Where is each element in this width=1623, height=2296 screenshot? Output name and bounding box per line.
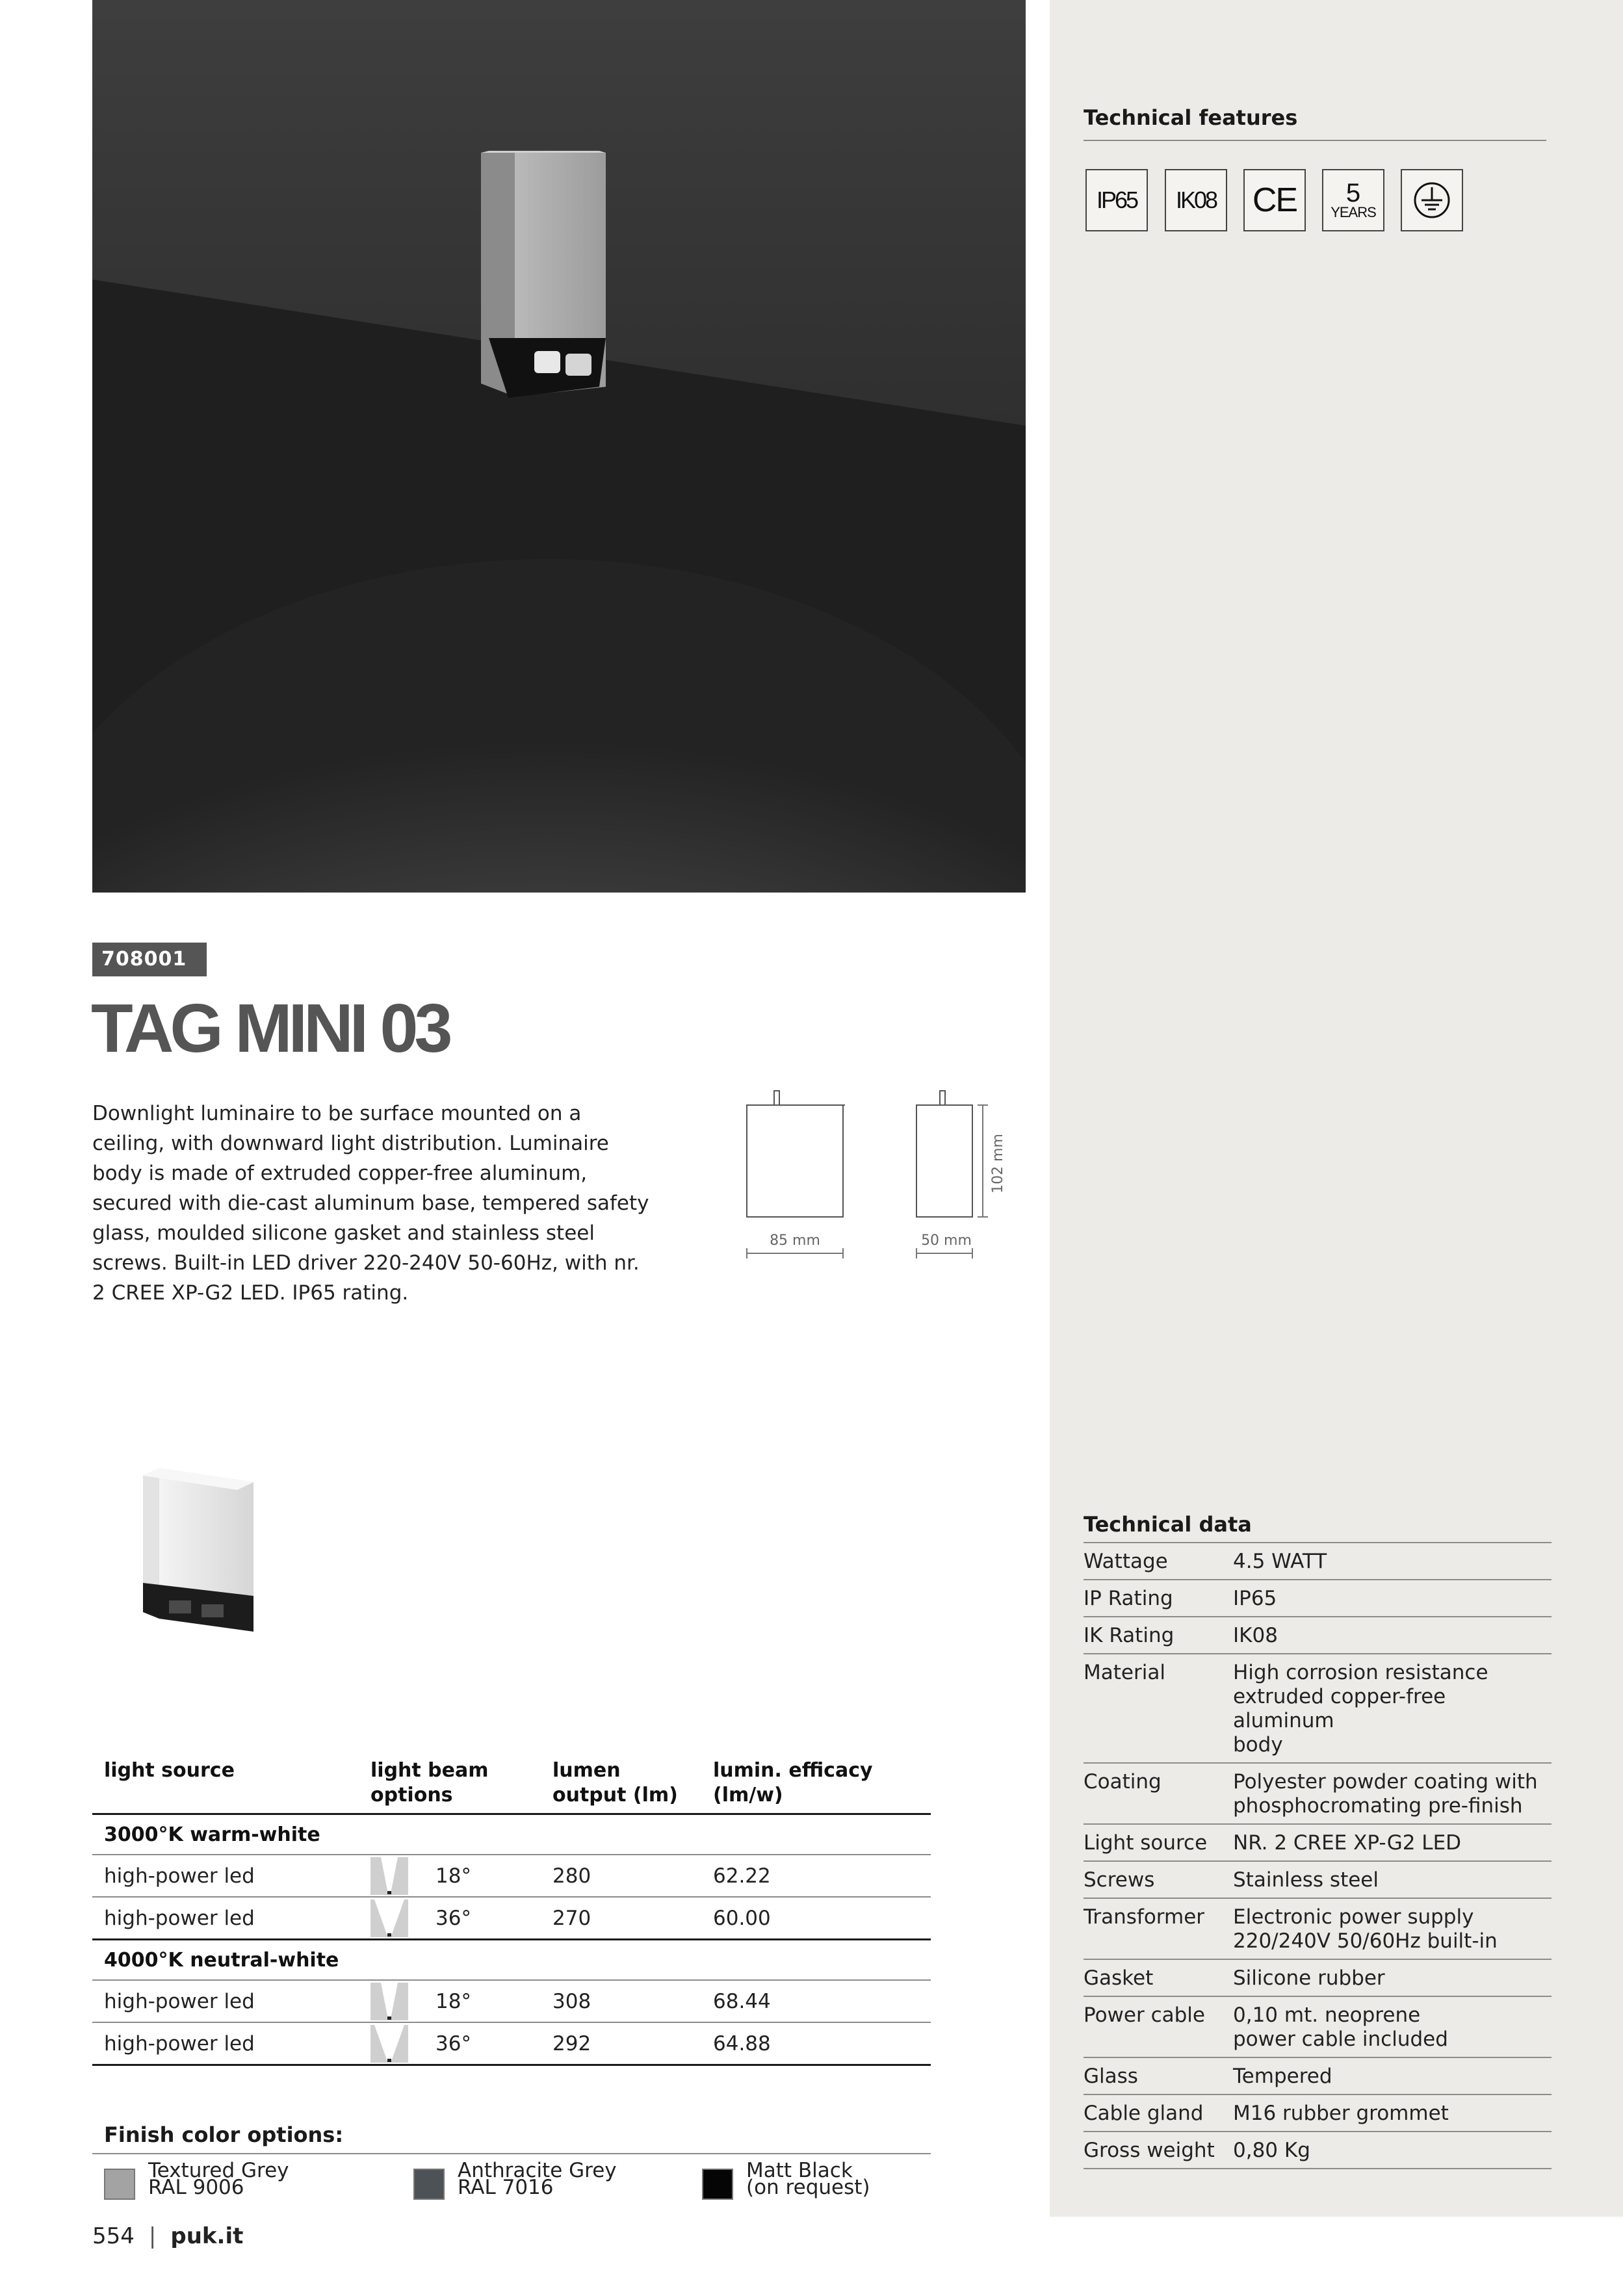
technical-data-row: [1084, 2094, 1552, 2131]
row-label: Transformer: [1084, 1905, 1205, 1929]
technical-features-title: Technical features: [1084, 105, 1298, 130]
narrow-beam-icon: [370, 1857, 408, 1895]
light-source-cell: high-power led: [104, 1989, 255, 2013]
row-label: Coating: [1084, 1770, 1162, 1794]
row-value: High corrosion resistance extruded copper-free aluminum body: [1233, 1661, 1488, 1756]
row-value: Silicone rubber: [1233, 1966, 1385, 1990]
row-value: IP65: [1233, 1587, 1277, 1610]
efficacy-cell: 60.00: [713, 1906, 771, 1930]
ik08-icon: IK08: [1165, 169, 1227, 231]
table-row: [92, 1981, 931, 2023]
row-value: M16 rubber grommet: [1233, 2102, 1449, 2125]
technical-data-row: [1084, 1996, 1552, 2057]
warranty-icon: 5 YEARS: [1322, 169, 1384, 231]
light-source-cell: high-power led: [104, 2031, 255, 2055]
luminaire-ceiling-photo: [92, 0, 1026, 893]
technical-data-row: [1084, 1579, 1552, 1616]
row-value: Tempered: [1233, 2065, 1332, 2088]
lumen-cell: 308: [552, 1989, 591, 2013]
divider: [1084, 140, 1546, 141]
efficacy-cell: 64.88: [713, 2031, 771, 2055]
finish-options-title: Finish color options:: [104, 2122, 344, 2147]
technical-data-row: [1084, 1959, 1552, 1996]
row-value: IK08: [1233, 1624, 1278, 1647]
ce-mark-icon: CE: [1243, 169, 1306, 231]
color-label: Anthracite Grey RAL 7016: [458, 2159, 617, 2199]
row-label: Gross weight: [1084, 2139, 1215, 2162]
row-label: Power cable: [1084, 2003, 1205, 2027]
ip65-icon: IP65: [1085, 169, 1148, 231]
product-title: TAG MINI 03: [91, 990, 449, 1067]
product-code-badge: 708001: [92, 943, 207, 976]
row-value: Polyester powder coating with phosphocromating pre-finish: [1233, 1770, 1538, 1818]
technical-data-row: [1084, 2131, 1552, 2169]
table-row: [92, 2023, 931, 2066]
row-label: IP Rating: [1084, 1587, 1173, 1610]
hero-photo: [92, 0, 1026, 893]
column-header: light source: [104, 1759, 235, 1782]
table-header: [92, 1752, 931, 1815]
depth-dimension-label: 50 mm: [921, 1233, 972, 1249]
technical-data-row: [1084, 1653, 1552, 1762]
height-dimension-label: 102 mm: [990, 1134, 1006, 1194]
row-label: IK Rating: [1084, 1624, 1175, 1647]
page-number: 554: [92, 2223, 135, 2249]
technical-data-table: [1084, 1542, 1552, 2169]
technical-data-row: [1084, 1762, 1552, 1823]
technical-data-row: [1084, 1898, 1552, 1959]
row-label: Cable gland: [1084, 2102, 1204, 2125]
technical-data-row: [1084, 1823, 1552, 1860]
color-label: Textured Grey RAL 9006: [148, 2159, 289, 2199]
column-header: light beam options: [370, 1759, 489, 1807]
light-source-table: [92, 1752, 931, 2066]
row-value: 0,80 Kg: [1233, 2139, 1310, 2162]
lumen-cell: 280: [552, 1864, 591, 1888]
page-footer: [92, 2223, 243, 2249]
beam-cell: 36°: [370, 1899, 552, 1937]
beam-cell: 36°: [370, 2025, 552, 2063]
row-label: Glass: [1084, 2065, 1138, 2088]
wide-beam-icon: [370, 2025, 408, 2063]
technical-data-title: Technical data: [1084, 1512, 1252, 1537]
dimension-drawing: [734, 1086, 1027, 1261]
divider: [92, 2153, 931, 2154]
light-source-cell: high-power led: [104, 1906, 255, 1930]
column-header: lumin. efficacy (lm/w): [713, 1759, 873, 1807]
beam-cell: 18°: [370, 1857, 552, 1895]
technical-data-row: [1084, 2057, 1552, 2094]
color-label: Matt Black (on request): [746, 2159, 870, 2199]
color-swatch-textured-grey: [104, 2169, 135, 2200]
group-heading: 3000°K warm-white: [92, 1815, 931, 1855]
row-value: Electronic power supply 220/240V 50/60Hz built-in: [1233, 1905, 1498, 1953]
row-label: Screws: [1084, 1868, 1155, 1892]
row-value: 4.5 WATT: [1233, 1550, 1327, 1573]
lumen-cell: 270: [552, 1906, 591, 1930]
width-dimension-label: 85 mm: [770, 1233, 820, 1249]
website-link[interactable]: puk.it: [170, 2223, 244, 2249]
efficacy-cell: 62.22: [713, 1864, 771, 1888]
wide-beam-icon: [370, 1899, 408, 1937]
row-label: Wattage: [1084, 1550, 1168, 1573]
row-label: Light source: [1084, 1831, 1208, 1855]
row-label: Material: [1084, 1661, 1165, 1684]
row-label: Gasket: [1084, 1966, 1154, 1990]
earth-ground-icon: [1401, 169, 1463, 231]
column-header: lumen output (lm): [552, 1759, 678, 1807]
row-value: 0,10 mt. neoprene power cable included: [1233, 2003, 1448, 2051]
footer-separator: |: [148, 2223, 157, 2249]
lumen-cell: 292: [552, 2031, 591, 2055]
beam-cell: 18°: [370, 1983, 552, 2020]
product-photo: [130, 1456, 273, 1651]
row-value: NR. 2 CREE XP-G2 LED: [1233, 1831, 1462, 1855]
light-source-cell: high-power led: [104, 1864, 255, 1888]
row-value: Stainless steel: [1233, 1868, 1379, 1892]
product-description: Downlight luminaire to be surface mounted on a ceiling, with downward light distribution. Luminaire body is made of extruded copper-free aluminum, secured with die-cast aluminum base, tempered safety glass, moulded silicone gasket and stainless steel screws. Built-in LED driver 220-240V 50-60Hz, with nr. 2 CREE XP-G2 LED. IP65 rating.: [92, 1102, 649, 1305]
table-row: [92, 1855, 931, 1898]
technical-data-row: [1084, 1616, 1552, 1653]
table-row: [92, 1898, 931, 1940]
narrow-beam-icon: [370, 1983, 408, 2020]
color-swatch-matt-black: [702, 2169, 733, 2200]
group-heading: 4000°K neutral-white: [92, 1940, 931, 1981]
technical-data-row: [1084, 1860, 1552, 1898]
efficacy-cell: 68.44: [713, 1989, 771, 2013]
color-swatch-anthracite-grey: [413, 2169, 445, 2200]
technical-data-row: [1084, 1542, 1552, 1579]
